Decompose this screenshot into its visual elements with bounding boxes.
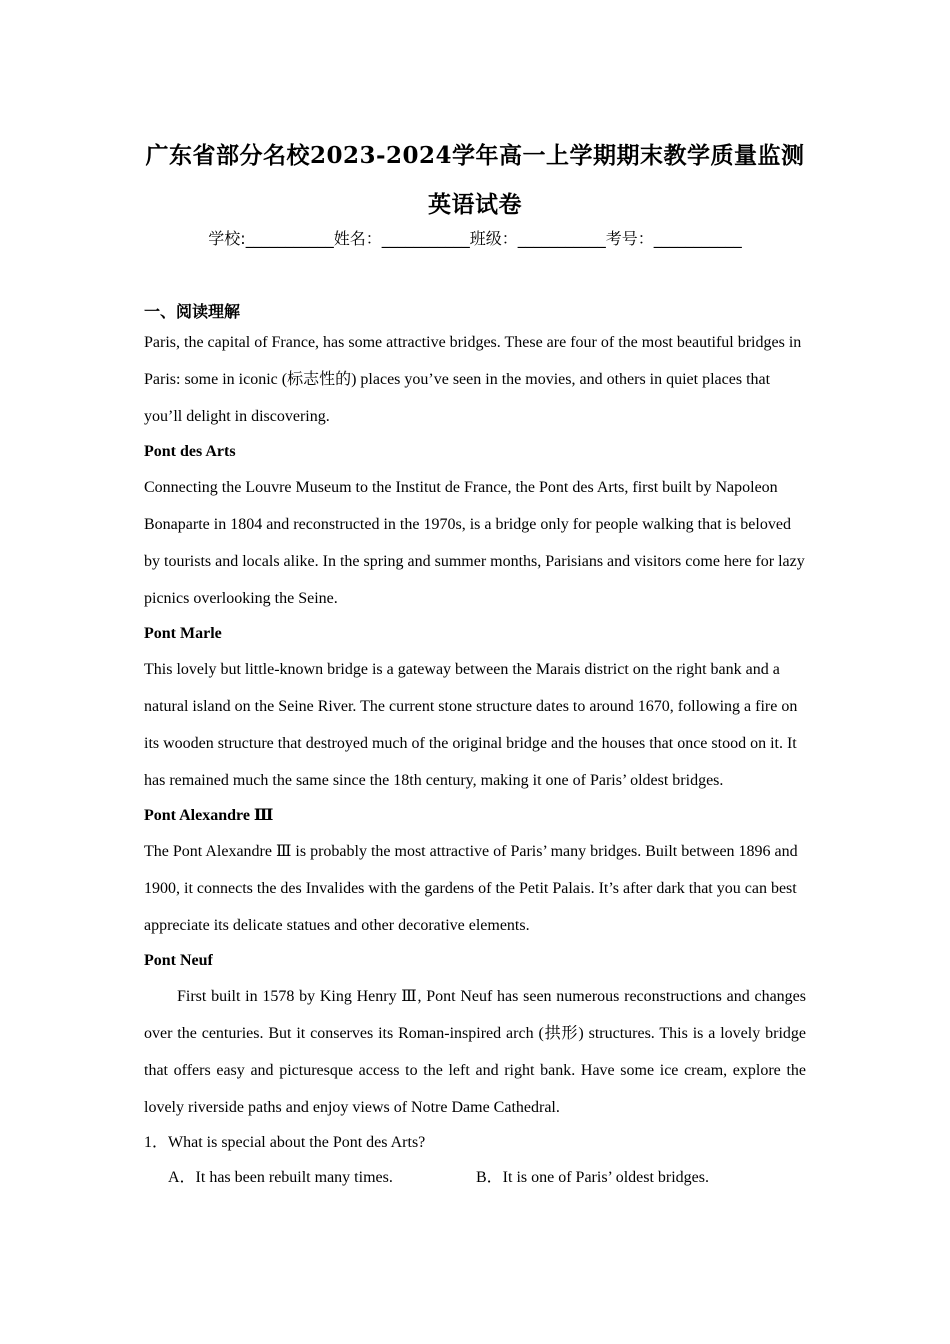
bridge-heading-pont-alexandre: Pont Alexandre Ⅲ [144,807,274,824]
student-info-line: 学校:___________姓名：___________班级：___________考号：___________ [208,229,742,248]
bridge-heading-pont-des-arts: Pont des Arts [144,443,236,460]
question-1-options [144,1160,806,1196]
bridge-text-pont-neuf: First built in 1578 by King Henry Ⅲ, Pont Neuf has seen numerous reconstructions and changes over the centuries. But it conserves its Roman-inspired arch (拱形) structures. This is a lovely bridge that offers easy and picturesque access to the left and right bank. Have some ice cream, explore the lovely riverside paths and enjoy views of Notre Dame Cathedral. [144,988,806,1116]
bridge-text-pont-marle: This lovely but little-known bridge is a gateway between the Marais district on the right bank and a natural island on the Seine River. The current stone structure dates to around 1670, following a fire on its wooden structure that destroyed much of the original bridge and the houses that once stood on it. It has remained much the same since the 18th century, making it one of Paris’ oldest bridges. [144,661,798,789]
bridge-text-pont-des-arts: Connecting the Louvre Museum to the Institut de France, the Pont des Arts, first built by Napoleon Bonaparte in 1804 and reconstructed in the 1970s, is a bridge only for people walking that is beloved by tourists and locals alike. In the spring and summer months, Parisians and visitors come here for lazy picnics overlooking the Seine. [144,479,805,607]
bridge-text-pont-alexandre: The Pont Alexandre Ⅲ is probably the most attractive of Paris’ many bridges. Built between 1896 and 1900, it connects the des Invalides with the gardens of the Petit Palais. It’s after dark that you can best appreciate its delicate statues and other decorative elements. [144,843,798,934]
exam-title-line2: 英语试卷 [428,191,522,218]
bridge-heading-pont-neuf: Pont Neuf [144,952,213,969]
question-1-stem: 1．What is special about the Pont des Arts? [144,1134,426,1151]
question-1-option-b[interactable]: B．It is one of Paris’ oldest bridges. [476,1169,710,1186]
section-heading: 一、阅读理解 [144,302,241,321]
question-1-option-a[interactable]: A．It has been rebuilt many times. [168,1169,393,1186]
passage-intro: Paris, the capital of France, has some attractive bridges. These are four of the most beautiful bridges in Paris: some in iconic (标志性的) places you’ve seen in the movies, and others in quiet places that you’ll delight in discovering. [144,334,802,425]
exam-title-line1: 广东省部分名校2023-2024学年高一上学期期末教学质量监测 [145,142,805,169]
bridge-heading-pont-marle: Pont Marle [144,625,222,642]
exam-body [144,300,806,1196]
